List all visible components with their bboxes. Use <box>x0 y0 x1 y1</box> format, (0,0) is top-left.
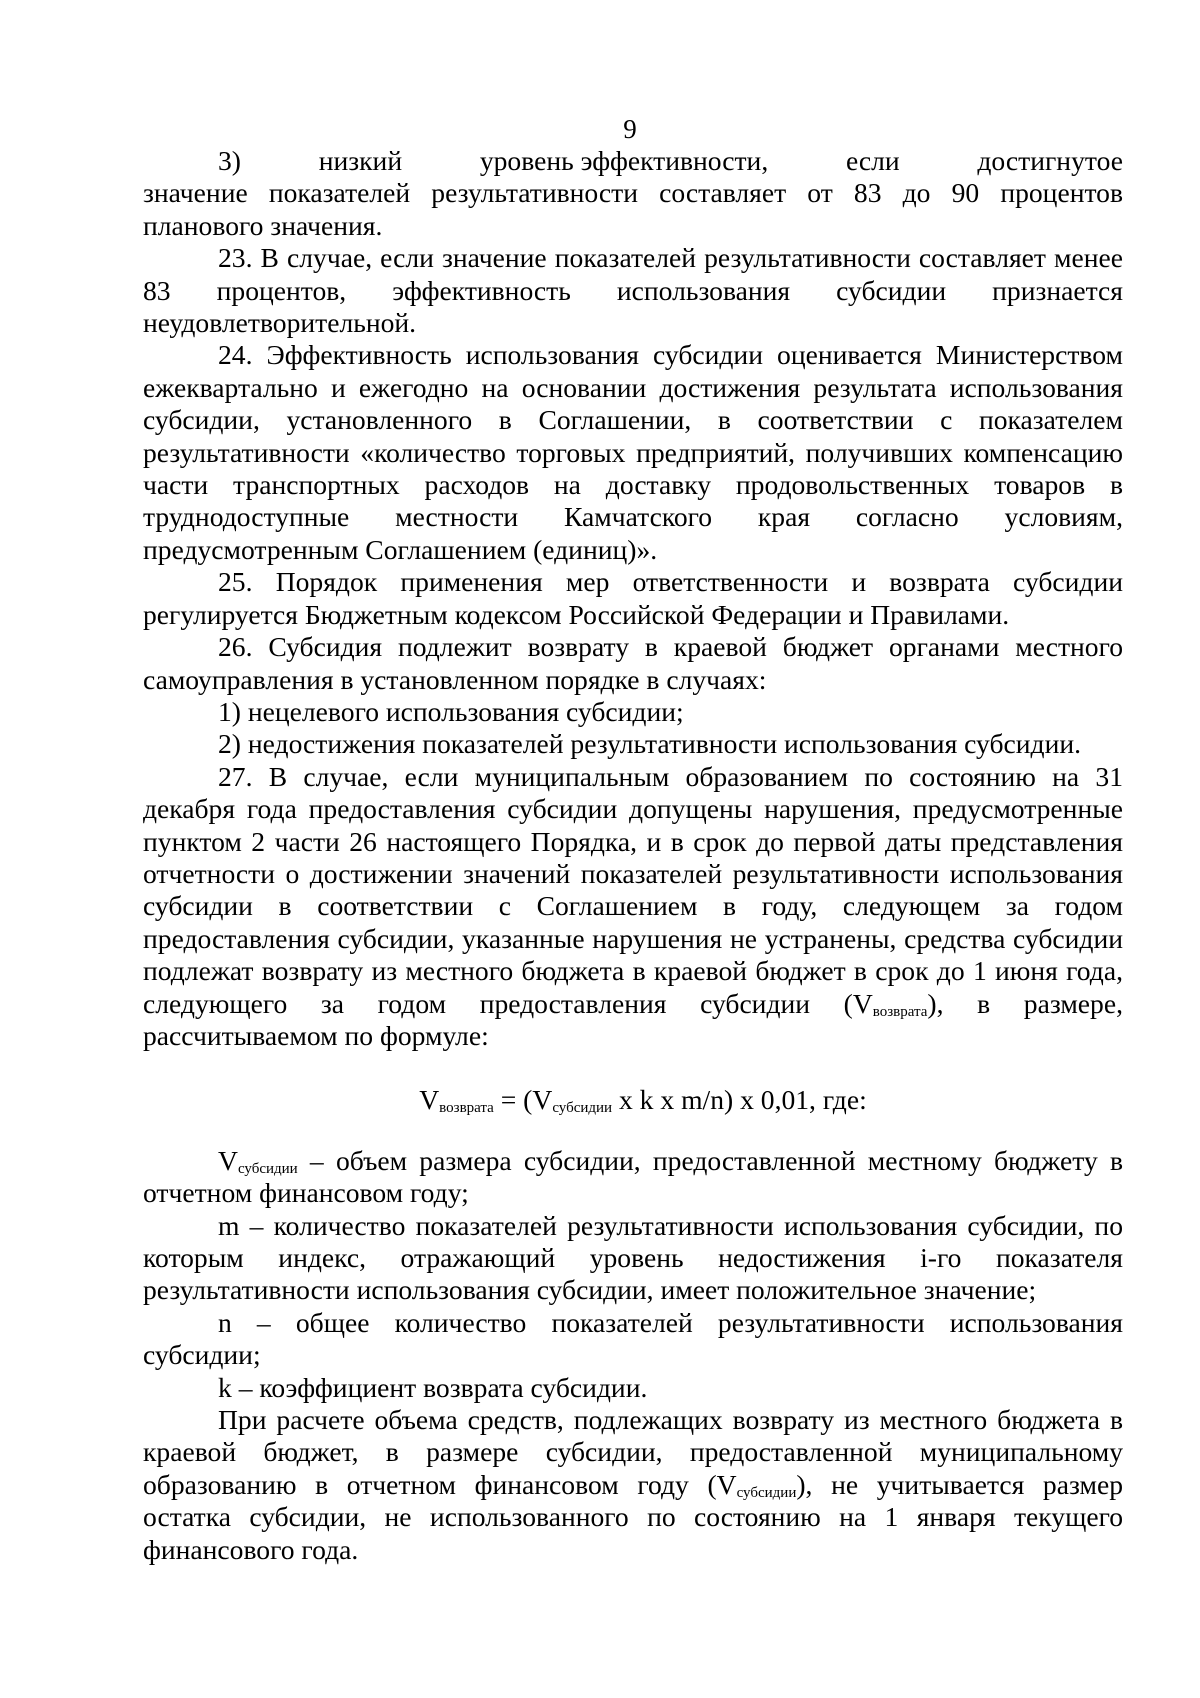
paragraph-27-tail: ), в размере, рассчитываемом по формуле: <box>143 987 1123 1051</box>
formula-tail: x k x m/n) x 0,01, где: <box>612 1084 867 1116</box>
item3-word: низкий <box>318 145 403 176</box>
paragraph-25: 25. Порядок применения мер ответственности и возврата субсидии регулируется Бюджетным кодексом Российской Федерации и Правилами. <box>143 566 1123 630</box>
formula-sub-return: возврата <box>439 1100 494 1117</box>
item3-word: достигнутое <box>977 145 1123 176</box>
item3-word: уровень эффективности, <box>479 145 769 176</box>
formula-v: V <box>419 1084 440 1116</box>
final-paragraph-tail: ), не учитывается размер остатка субсидии, не использованного по состоянию на 1 января текущего финансового года. <box>143 1468 1123 1565</box>
item3-first-line <box>143 145 1123 177</box>
formula-sub-subsidy: субсидии <box>552 1100 613 1117</box>
item3-word: 3) <box>218 145 241 176</box>
formula-mid: = (V <box>493 1084 553 1116</box>
item3-word: если <box>845 145 900 176</box>
definition-v: V <box>218 1144 238 1176</box>
definition-v-subsidy <box>143 1145 1123 1210</box>
paragraph-27-text: 27. В случае, если муниципальным образованием по состоянию на 31 декабря года предоставления субсидии допущены нарушения, предусмотренные пунктом 2 части 26 настоящего Порядка, и в срок до первой даты представления отчетности о достижении значений показателей результативности использования субсидии в соответствии с Соглашением в году, следующем за годом предоставления субсидии, указанные нарушения не устранены, средства субсидии подлежат возврату из местного бюджета в краевой бюджет в срок до 1 июня года, следующего за годом предоставления субсидии (V <box>143 760 1123 1019</box>
final-paragraph-text: При расчете объема средств, подлежащих возврату из местного бюджета в краевой бюджет, в размере субсидии, предоставленной муниципальному образованию в отчетном финансовом году (V <box>143 1404 1123 1500</box>
final-paragraph-sub: субсидии <box>736 1484 797 1501</box>
page-number: 9 <box>623 114 637 144</box>
list-item-1: 1) нецелевого использования субсидии; <box>218 695 684 727</box>
final-paragraph <box>143 1404 1123 1566</box>
subscript-return: возврата <box>872 1003 928 1020</box>
formula <box>143 1084 1123 1116</box>
paragraph-23: 23. В случае, если значение показателей результативности составляет менее 83 процентов, эффективность использования субсидии признается неудовлетворительной. <box>143 242 1123 339</box>
paragraph-24: 24. Эффективность использования субсидии оценивается Министерством ежеквартально и ежегодно на основании достижения результата использования субсидии, установленного в Соглашении, в соответствии с показателем результативности «количество торговых предприятий, получивших компенсацию части транспортных расходов на доставку продовольственных товаров в труднодоступные местности Камчатского края согласно условиям, предусмотренным Соглашением (единиц)». <box>143 339 1123 565</box>
definition-v-sub: субсидии <box>237 1160 298 1177</box>
definition-v-text: – объем размера субсидии, предоставленной местному бюджету в отчетном финансовом году; <box>143 1144 1123 1209</box>
paragraph-27 <box>143 761 1123 1053</box>
list-item-2: 2) недостижения показателей результативности использования субсидии. <box>218 728 1082 760</box>
definition-k: k – коэффициент возврата субсидии. <box>218 1371 648 1403</box>
definition-m: m – количество показателей результативности использования субсидии, по которым индекс, отражающий уровень недостижения i-го показателя результативности использования субсидии, имеет положительное значение; <box>143 1209 1123 1306</box>
definition-n: n – общее количество показателей результативности использования субсидии; <box>143 1306 1123 1371</box>
item3-continuation: значение показателей результативности составляет от 83 до 90 процентов планового значения. <box>143 177 1123 241</box>
paragraph-26: 26. Субсидия подлежит возврату в краевой бюджет органами местного самоуправления в установленном порядке в случаях: <box>143 631 1123 695</box>
document-body <box>143 145 1123 1566</box>
